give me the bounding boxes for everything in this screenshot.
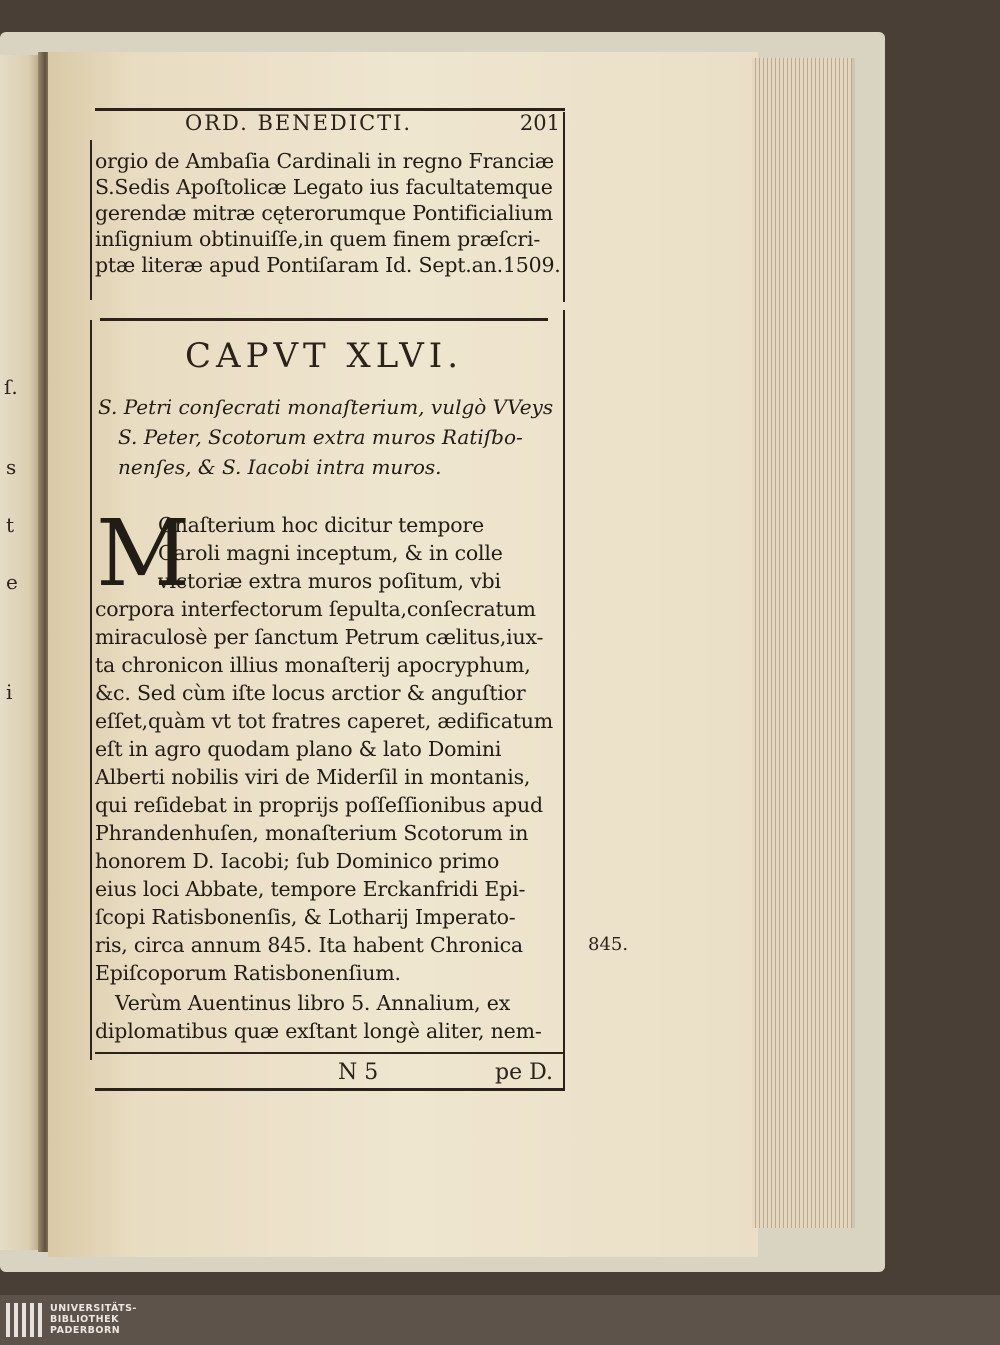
left-page-fragment: s (6, 455, 17, 479)
text-line: ta chronicon illius monaſterij apocryphum, (95, 653, 531, 677)
drop-cap: M (96, 500, 191, 607)
logo-line: PADERBORN (50, 1325, 121, 1336)
left-page-fragment: t (6, 513, 15, 537)
text-line: ris, circa annum 845. Ita habent Chronica (95, 933, 523, 957)
left-page (0, 55, 40, 1250)
chapter-summary-line: S. Petri conſecrati monaſterium, vulgò VVeys (98, 395, 554, 419)
text-line: diplomatibus quæ exſtant longè aliter, nem- (95, 1019, 542, 1043)
text-line: eſſet,quàm vt tot fratres caperet, ædificatum (95, 709, 554, 733)
chapter-title: CAPVT XLVI. (185, 336, 464, 376)
left-page-fragment: i (6, 680, 13, 704)
library-logo-icon (6, 1303, 42, 1337)
left-page-fragment: ſ. (4, 375, 18, 399)
running-head-title: ORD. BENEDICTI. (185, 111, 413, 135)
logo-line: BIBLIOTHEK (50, 1314, 119, 1325)
right-frame-rule (563, 112, 565, 302)
text-line: Alberti nobilis viri de Miderſil in montanis, (95, 765, 531, 789)
chapter-summary-line: S. Peter, Scotorum extra muros Ratiſbo- (118, 425, 523, 449)
text-line: victoriæ extra muros poſitum, vbi (158, 569, 501, 593)
text-line: miraculosè per ſanctum Petrum cælitus,iux- (95, 625, 544, 649)
bottom-rule (95, 1052, 565, 1054)
signature-mark: N 5 (338, 1060, 379, 1085)
text-line: eſt in agro quodam plano & lato Domini (95, 737, 502, 761)
text-line: ptæ literæ apud Pontiſaram Id. Sept.an.1509. (95, 253, 561, 277)
right-frame-rule (563, 310, 565, 1090)
text-line: honorem D. Iacobi; ſub Dominico primo (95, 849, 500, 873)
page-edges (752, 58, 855, 1228)
margin-note: 845. (588, 934, 629, 955)
text-line: Caroli magni inceptum, & in colle (158, 541, 503, 565)
text-line: inſignium obtinuiſſe,in quem finem præſcri- (95, 227, 541, 251)
library-logo-text (50, 1303, 137, 1336)
text-line: orgio de Ambaſia Cardinali in regno Franciæ (95, 149, 554, 173)
logo-line: UNIVERSITÄTS- (50, 1303, 137, 1314)
left-page-fragment: e (6, 570, 18, 594)
text-line: Onaſterium hoc dicitur tempore (158, 513, 484, 537)
text-line: ſcopi Ratisbonenſis, & Lotharij Imperato- (95, 905, 516, 929)
running-head (95, 111, 560, 139)
chapter-summary-line: nenſes, & S. Iacobi intra muros. (118, 455, 442, 479)
text-line: Epiſcoporum Ratisbonenſium. (95, 961, 401, 985)
left-frame-rule (90, 140, 92, 300)
page-number: 201 (519, 111, 560, 135)
text-line: qui reſidebat in proprijs poſſeſſionibus apud (95, 793, 543, 817)
section-divider (100, 318, 548, 321)
text-line: eius loci Abbate, tempore Erckanfridi Epi- (95, 877, 526, 901)
catchword: pe D. (495, 1060, 553, 1085)
left-frame-rule (90, 320, 92, 1060)
text-line: corpora interfectorum ſepulta,conſecratum (95, 597, 536, 621)
text-line: Phrandenhuſen, monaſterium Scotorum in (95, 821, 529, 845)
bottom-rule (95, 1088, 565, 1091)
footer-bar (0, 1295, 1000, 1345)
text-line: Verùm Auentinus libro 5. Annalium, ex (115, 991, 511, 1015)
text-line: gerendæ mitræ cęterorumque Pontificialium (95, 201, 553, 225)
text-line: S.Sedis Apoſtolicæ Legato ius facultatemque (95, 175, 553, 199)
text-line: &c. Sed cùm iſte locus arctior & anguſtior (95, 681, 526, 705)
